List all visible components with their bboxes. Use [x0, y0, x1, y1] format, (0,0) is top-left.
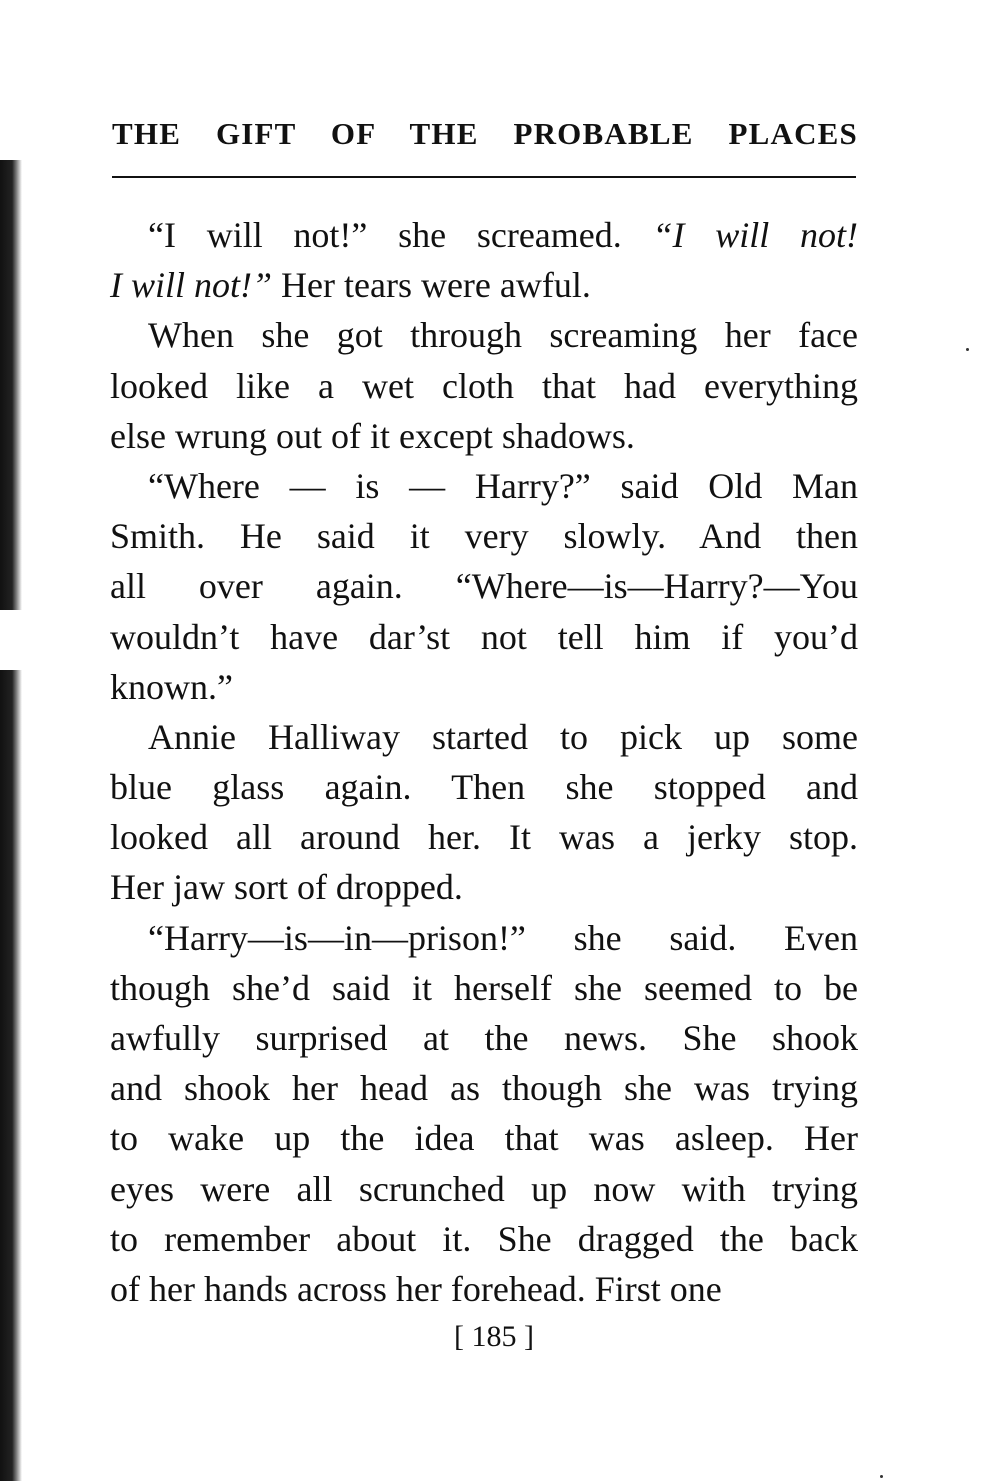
text-run: known.”	[110, 666, 233, 707]
text-run: “Where — is — Harry?” said Old Man	[148, 465, 858, 506]
text-line	[110, 913, 858, 963]
text-run: looked like a wet cloth that had everything	[110, 365, 858, 406]
text-line	[110, 1164, 858, 1214]
text-run: Her jaw sort of dropped.	[110, 867, 463, 908]
italic-text: “I will not!	[652, 215, 858, 255]
text-line	[110, 511, 858, 561]
text-run: all over again. “Where—is—Harry?—You	[110, 566, 858, 607]
text-run: of her hands across her forehead. First one	[110, 1268, 722, 1309]
text-run: looked all around her. It was a jerky stop.	[110, 817, 858, 858]
text-line	[110, 461, 858, 511]
italic-text: I will not!”	[110, 265, 273, 306]
text-line	[110, 260, 858, 310]
text-run: to remember about it. She dragged the back	[110, 1218, 858, 1259]
text-line	[110, 411, 858, 461]
binding-shadow	[0, 160, 22, 610]
text-run: blue glass again. Then she stopped and	[110, 767, 858, 808]
text-line	[110, 712, 858, 762]
text-line	[110, 1214, 858, 1264]
text-run: Smith. He said it very slowly. And then	[110, 516, 858, 557]
body-text	[110, 210, 858, 1314]
header-rule	[112, 176, 856, 178]
text-run: “I will not!” she screamed.	[148, 215, 622, 255]
text-run: When she got through screaming her face	[148, 315, 858, 356]
text-line	[110, 963, 858, 1013]
text-line	[110, 1013, 858, 1063]
text-run: Annie Halliway started to pick up some	[148, 716, 858, 757]
text-line	[110, 762, 858, 812]
text-line	[110, 1063, 858, 1113]
text-line	[110, 1113, 858, 1163]
text-line	[110, 1264, 858, 1314]
paper-speck	[966, 348, 969, 351]
text-line	[110, 862, 858, 912]
page-number: [ 185 ]	[454, 1320, 534, 1353]
binding-shadow	[0, 670, 22, 1481]
text-run: “Harry—is—in—prison!” she said. Even	[148, 917, 858, 958]
text-run: though she’d said it herself she seemed to be	[110, 967, 858, 1008]
paper-speck	[880, 1475, 883, 1478]
text-line	[110, 361, 858, 411]
text-run: and shook her head as though she was trying	[110, 1068, 858, 1109]
text-run: Her tears were awful.	[281, 265, 591, 306]
text-run: eyes were all scrunched up now with trying	[110, 1168, 858, 1209]
running-head: THE GIFT OF THE PROBABLE PLACES	[112, 116, 858, 151]
text-line	[110, 210, 858, 260]
text-line	[110, 561, 858, 611]
text-run: wouldn’t have dar’st not tell him if you’d	[110, 616, 858, 657]
text-line	[110, 310, 858, 360]
text-run: to wake up the idea that was asleep. Her	[110, 1118, 858, 1159]
text-line	[110, 612, 858, 662]
text-line	[110, 662, 858, 712]
text-line	[110, 812, 858, 862]
text-run: awfully surprised at the news. She shook	[110, 1018, 858, 1058]
text-run: else wrung out of it except shadows.	[110, 415, 635, 456]
